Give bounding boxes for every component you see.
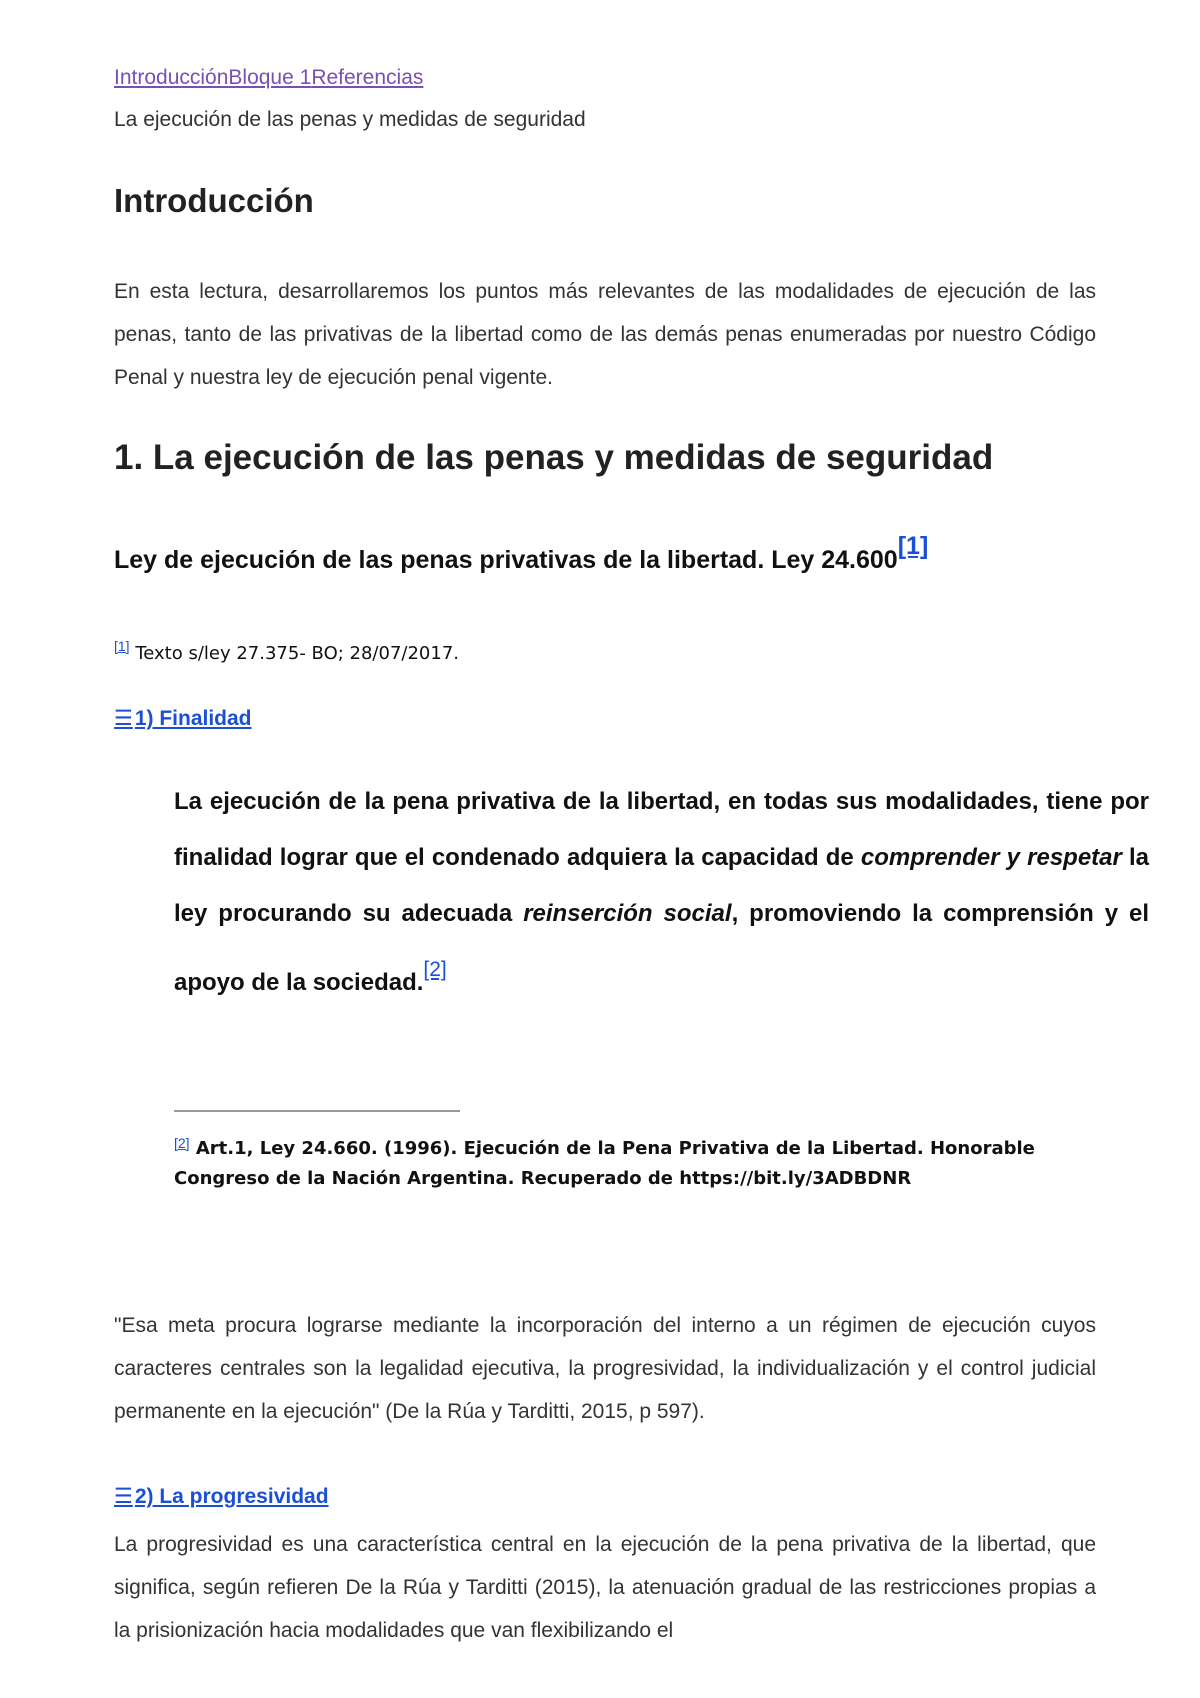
- quote-emphasis-comprender: comprender y respetar: [860, 844, 1122, 871]
- section-link-finalidad[interactable]: [114, 706, 252, 731]
- section-link-progresividad-label: 2) La progresividad: [134, 1485, 329, 1508]
- cited-paragraph: "Esa meta procura lograrse mediante la incorporación del interno a un régimen de ejecución cuyos caracteres centrales son la legalidad ejecutiva, la progresividad, la individualización y el control judicial permanente en la ejecución" (De la Rúa y Tarditti, 2015, p 597).: [114, 1314, 1096, 1423]
- footnote-2: [174, 1128, 1074, 1194]
- intro-paragraph: En esta lectura, desarrollaremos los puntos más relevantes de las modalidades de ejecución de las penas, tanto de las privativas de la libertad como de las demás penas enumeradas por nuestro Código Penal y nuestra ley de ejecución penal vigente.: [114, 280, 1096, 389]
- quote-emphasis-reinsercion: reinserción social: [523, 900, 732, 927]
- section-1-heading: 1. La ejecución de las penas y medidas de seguridad: [114, 438, 994, 477]
- section-link-progresividad[interactable]: [114, 1484, 329, 1509]
- footnote-ref-2[interactable]: [2]: [423, 958, 447, 981]
- progresividad-paragraph: La progresividad es una característica central en la ejecución de la pena privativa de la libertad, que significa, según refieren De la Rúa y Tarditti (2015), la atenuación gradual de las restricciones propias a la prisionización hacia modalidades que van flexibilizando el: [114, 1533, 1096, 1642]
- finalidad-quote: [174, 774, 1149, 1011]
- footnote-1-marker[interactable]: [1]: [114, 638, 130, 654]
- quote-text-3: , promoviendo la comprensión y el apoyo de la sociedad.: [174, 900, 1149, 996]
- top-navigation: [114, 66, 423, 90]
- intro-heading: Introducción: [114, 182, 314, 219]
- menu-icon: ☰: [114, 1485, 133, 1508]
- law-title: [114, 532, 928, 575]
- footnote-1: [114, 638, 459, 664]
- section-link-finalidad-label: 1) Finalidad: [134, 707, 252, 730]
- footnote-1-text: Texto s/ley 27.375- BO; 28/07/2017.: [135, 643, 459, 664]
- nav-link-bloque-1[interactable]: Bloque 1: [228, 66, 312, 89]
- nav-link-referencias[interactable]: Referencias: [311, 66, 424, 89]
- footnote-2-marker[interactable]: [2]: [174, 1135, 190, 1151]
- quote-text-1: La ejecución de la pena privativa de la libertad, en todas sus modalidades, tiene por finalidad lograr que el condenado adquiera la capacidad de: [174, 788, 1149, 871]
- law-title-text: Ley de ejecución de las penas privativas de la libertad. Ley 24.600: [114, 546, 898, 574]
- nav-link-introduccion[interactable]: Introducción: [114, 66, 229, 89]
- footnote-2-text: Art.1, Ley 24.660. (1996). Ejecución de la Pena Privativa de la Libertad. Honorable Congreso de la Nación Argentina. Recuperado de https://bit.ly/3ADBDNR: [174, 1138, 1035, 1189]
- menu-icon: ☰: [114, 707, 133, 730]
- document-subtitle: La ejecución de las penas y medidas de seguridad: [114, 108, 586, 131]
- quote-text-2: la ley procurando su adecuada: [174, 844, 1150, 927]
- footnote-divider: [174, 1110, 460, 1112]
- footnote-ref-1[interactable]: [1]: [897, 532, 929, 560]
